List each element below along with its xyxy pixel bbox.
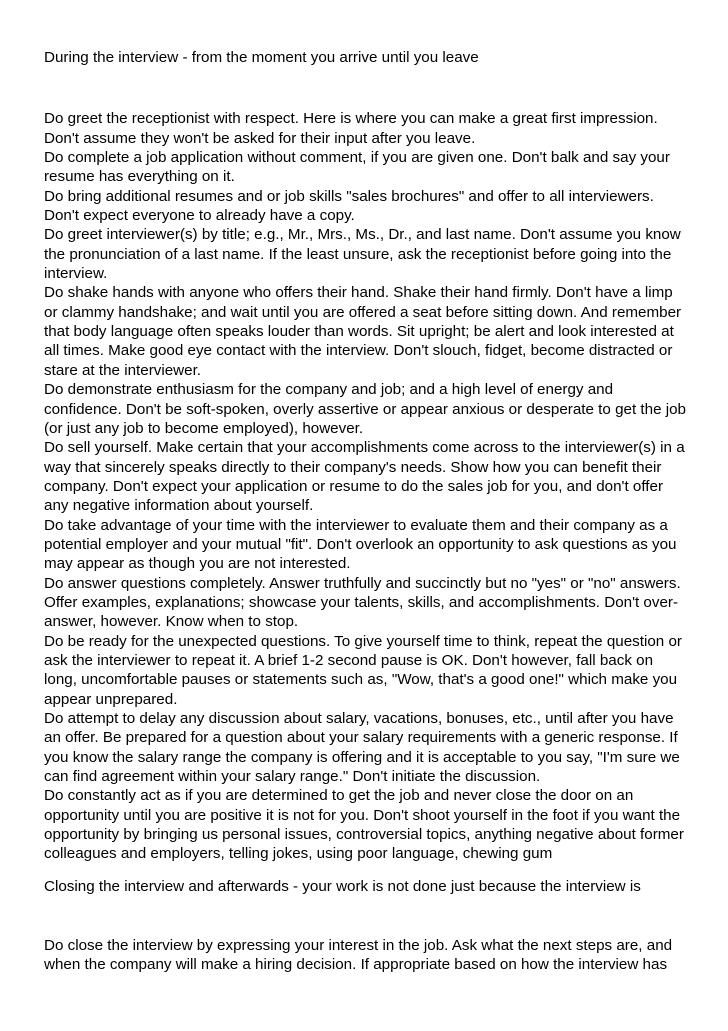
tip-paragraph-enthusiasm: Do demonstrate enthusiasm for the company and job; and a high level of energy and confidence. Don't be soft-spoken, overly assertive or appear anxious or desperate to get the job (or just any job to become employed), however. (44, 381, 686, 437)
tip-paragraph-greet-interviewers: Do greet interviewer(s) by title; e.g., Mr., Mrs., Ms., Dr., and last name. Don't assume you know the pronunciation of a last name. If the least unsure, ask the receptionist before going into the interview. (44, 226, 681, 283)
tip-paragraph-greet-receptionist: Do greet the receptionist with respect. Here is where you can make a great first impression. Don't assume they won't be asked for their input after you leave. (44, 110, 658, 147)
document-page (44, 48, 688, 975)
section-heading-closing-interview: Closing the interview and afterwards - your work is not done just because the interview is (44, 877, 641, 895)
tip-paragraph-salary-discussion: Do attempt to delay any discussion about salary, vacations, bonuses, etc., until after you have an offer. Be prepared for a question about your salary requirements with a generic response. If you know the salary range the company is offering and it is acceptable to you say, "I'm sure we can find agreement within your salary range." Don't initiate the discussion. (44, 710, 680, 786)
tip-paragraph-close-interview: Do close the interview by expressing your interest in the job. Ask what the next steps are, and when the company will make a hiring decision. If appropriate based on how the interview has (44, 937, 673, 974)
tip-paragraph-act-determined: Do constantly act as if you are determined to get the job and never close the door on an opportunity until you are positive it is not for you. Don't shoot yourself in the foot if you want the opportunity by bringing us personal issues, controversial topics, anything negative about former colleagues and employers, telling jokes, using poor language, chewing gum (44, 787, 684, 863)
tip-paragraph-shake-hands: Do shake hands with anyone who offers their hand. Shake their hand firmly. Don't have a limp or clammy handshake; and wait until you are offered a seat before sitting down. And remember that body language often speaks louder than words. Sit upright; be alert and look interested at all times. Make good eye contact with the interview. Don't slouch, fidget, become distracted or stare at the interviewer. (44, 284, 682, 379)
tip-paragraph-unexpected-questions: Do be ready for the unexpected questions. To give yourself time to think, repeat the question or ask the interviewer to repeat it. A brief 1-2 second pause is OK. Don't however, fall back on long, uncomfortable pauses or statements such as, "Wow, that's a good one!" which make you appear unprepared. (44, 632, 682, 708)
tip-paragraph-answer-questions: Do answer questions completely. Answer truthfully and succinctly but no "yes" or "no" answers. Offer examples, explanations; showcase your talents, skills, and accomplishments. Don't over-answer, however. Know when to stop. (44, 574, 681, 631)
section-heading-during-interview: During the interview - from the moment you arrive until you leave (44, 49, 479, 66)
during-interview-tips (44, 109, 688, 863)
tip-paragraph-sell-yourself: Do sell yourself. Make certain that your accomplishments come across to the interviewer(s) in a way that sincerely speaks directly to their company's needs. Show how you can benefit their company. Don't expect your application or resume to do the sales job for you, and don't offer any negative information about yourself. (44, 439, 685, 515)
closing-interview-tips (44, 936, 688, 975)
tip-paragraph-evaluate-employer: Do take advantage of your time with the interviewer to evaluate them and their company as a potential employer and your mutual "fit". Don't overlook an opportunity to ask questions as you may appear as though you are not interested. (44, 516, 677, 573)
tip-paragraph-job-application: Do complete a job application without comment, if you are given one. Don't balk and say your resume has everything on it. (44, 149, 670, 186)
tip-paragraph-additional-resumes: Do bring additional resumes and or job skills "sales brochures" and offer to all interviewers. Don't expect everyone to already have a copy. (44, 187, 654, 225)
